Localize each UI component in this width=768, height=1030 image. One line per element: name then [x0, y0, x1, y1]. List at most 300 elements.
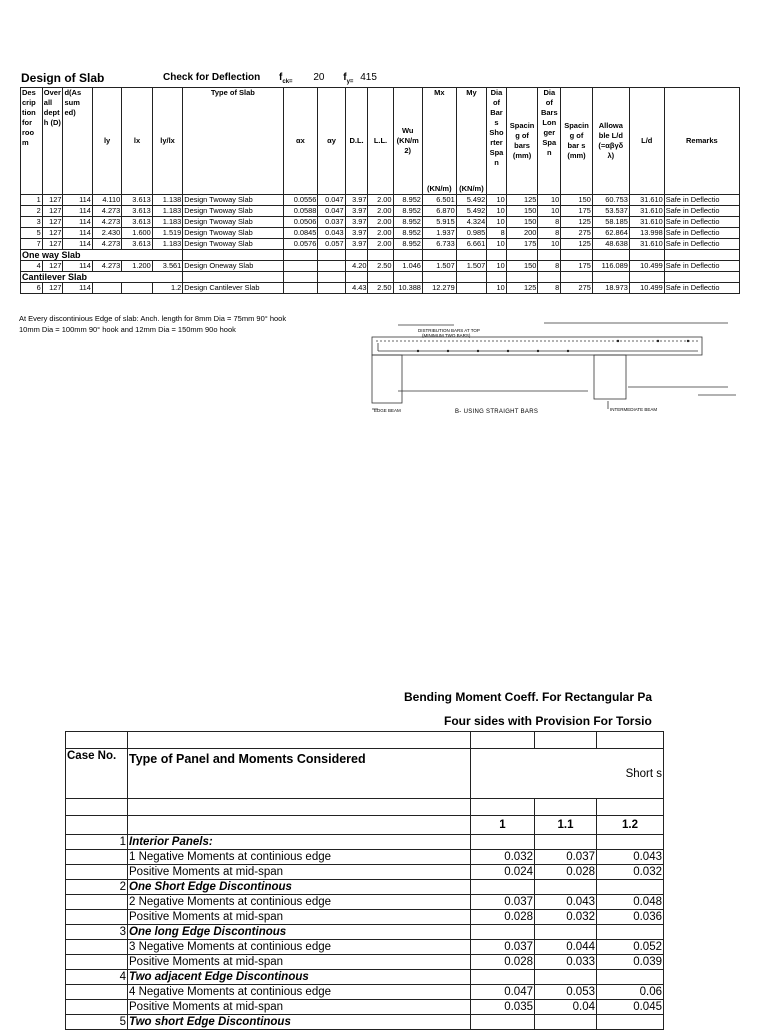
- case-number: [66, 865, 128, 880]
- header-line: Mx: [434, 88, 445, 97]
- cell-ay: 0.043: [318, 228, 345, 239]
- coeff-value: 0.037: [471, 940, 535, 955]
- bm-case-row: [66, 880, 664, 895]
- case-number: [66, 850, 128, 865]
- empty-cell: [592, 272, 629, 283]
- coeff-value: 0.053: [535, 985, 597, 1000]
- cell-dia-short: 10: [487, 217, 507, 228]
- cell-my: 5.492: [456, 206, 487, 217]
- cell-ld: 31.610: [629, 195, 664, 206]
- coeff-value: 0.045: [597, 1000, 664, 1015]
- cell-ll: 2.00: [368, 195, 393, 206]
- moment-label: Positive Moments at mid-span: [128, 865, 471, 880]
- cell-overall: 127: [42, 261, 63, 272]
- figure-intermediate-beam-label: INTERMEDIATE BEAM: [610, 407, 658, 412]
- cell-ay: 0.037: [318, 217, 345, 228]
- cell-type: Design Twoway Slab: [183, 228, 283, 239]
- panel-type-label: Two adjacent Edge Discontinous: [128, 970, 471, 985]
- bm-value-row: [66, 985, 664, 1000]
- cell-ax: 0.0556: [283, 195, 318, 206]
- cell-lx: 3.613: [122, 217, 153, 228]
- header-line: (KN/m): [459, 184, 484, 193]
- cell-ay: [318, 283, 345, 294]
- moment-label: 4 Negative Moments at continious edge: [128, 985, 471, 1000]
- coeff-value: 0.032: [471, 850, 535, 865]
- bm-value-row: [66, 1000, 664, 1015]
- slab-row: [21, 261, 740, 272]
- header-allowable-ld: [592, 88, 629, 195]
- header-line: Wu: [401, 126, 414, 135]
- coeff-value: 0.028: [535, 865, 597, 880]
- cell-ratio: 3.561: [152, 261, 183, 272]
- empty-cell: [664, 250, 739, 261]
- cell-dia-short: 10: [487, 239, 507, 250]
- coeff-value: [471, 880, 535, 895]
- coeff-value: 0.039: [597, 955, 664, 970]
- case-number: [66, 910, 128, 925]
- header-line: Spacin: [509, 121, 535, 130]
- cell-ly: 4.273: [92, 239, 121, 250]
- cell-wu: 8.952: [393, 206, 422, 217]
- cell-dia-long: 8: [538, 217, 561, 228]
- cell-ld: 31.610: [629, 217, 664, 228]
- case-number: 5: [66, 1015, 128, 1030]
- bm-case-row: [66, 925, 664, 940]
- cell-ll: 2.50: [368, 261, 393, 272]
- cell-spacing-long: 175: [561, 206, 593, 217]
- cell-mx: 6.501: [422, 195, 456, 206]
- empty-cell: [318, 272, 345, 283]
- cell-spacing-short: 175: [506, 239, 538, 250]
- header-alpha-y: αy: [318, 88, 345, 195]
- edge-beam-shape: [372, 355, 402, 403]
- empty-cell: [368, 272, 393, 283]
- intermediate-beam-shape: [594, 355, 626, 399]
- bm-value-row: [66, 865, 664, 880]
- cell-d: 114: [63, 217, 92, 228]
- anchor-length-note: [19, 313, 286, 335]
- empty-cell: [538, 272, 561, 283]
- header-d-assumed: [63, 88, 92, 195]
- cell-lx: [122, 283, 153, 294]
- empty-cell: [538, 250, 561, 261]
- cell-ay: [318, 261, 345, 272]
- header-line: Bar: [490, 108, 503, 117]
- empty-cell: [629, 272, 664, 283]
- coeff-value: [535, 835, 597, 850]
- empty-cell: [561, 272, 593, 283]
- slab-row: [21, 239, 740, 250]
- bm-value-row: [66, 940, 664, 955]
- cell-my: 0.985: [456, 228, 487, 239]
- cell-d: 114: [63, 239, 92, 250]
- header-dl: D.L.: [345, 88, 368, 195]
- empty-cell: [664, 272, 739, 283]
- cell-type: Design Twoway Slab: [183, 206, 283, 217]
- anchor-note-line-2: 10mm Dia = 100mm 90° hook and 12mm Dia = 150mm 90o hook: [19, 325, 236, 334]
- cantilever-section-row: [21, 272, 740, 283]
- cell-d: 114: [63, 228, 92, 239]
- header-line: ble L/d: [598, 131, 623, 140]
- empty-cell: [487, 272, 507, 283]
- coeff-value: 0.024: [471, 865, 535, 880]
- header-line: My: [466, 88, 477, 97]
- cell-spacing-long: 150: [561, 195, 593, 206]
- empty-cell: [345, 250, 368, 261]
- coeff-value: [535, 970, 597, 985]
- coeff-value: 0.04: [535, 1000, 597, 1015]
- empty-cell: [393, 250, 422, 261]
- header-line: sum: [64, 98, 80, 107]
- coeff-value: 0.035: [471, 1000, 535, 1015]
- empty-cell: [592, 250, 629, 261]
- cell-ratio: 1.519: [152, 228, 183, 239]
- header-line: Dia: [543, 88, 556, 97]
- header-line: 2): [404, 146, 412, 155]
- cell-dia-short: 8: [487, 228, 507, 239]
- ratio-col-3: 1.2: [597, 816, 664, 835]
- cell-d: 114: [63, 195, 92, 206]
- cell-spacing-short: 125: [506, 283, 538, 294]
- case-number: [66, 955, 128, 970]
- bm-value-row: [66, 955, 664, 970]
- fck-label: $f_{ck=}$: [279, 72, 293, 85]
- coeff-value: 0.028: [471, 910, 535, 925]
- cell-dl: 4.20: [345, 261, 368, 272]
- coeff-value: 0.048: [597, 895, 664, 910]
- empty-cell: [183, 272, 283, 283]
- coeff-value: [597, 835, 664, 850]
- empty-cell: [629, 250, 664, 261]
- figure-edge-beam-label: EDGE BEAM: [374, 408, 401, 413]
- header-alpha-x: αx: [283, 88, 318, 195]
- cell-mx: 12.279: [422, 283, 456, 294]
- coeff-value: 0.043: [535, 895, 597, 910]
- cell-remarks: Safe in Deflectio: [664, 239, 739, 250]
- empty-cell: [368, 250, 393, 261]
- coeff-value: [535, 880, 597, 895]
- header-line: Des: [22, 88, 36, 97]
- moment-label: 2 Negative Moments at continious edge: [128, 895, 471, 910]
- cell-dia-short: 10: [487, 261, 507, 272]
- empty-cell: [283, 250, 318, 261]
- cell-dia-long: 8: [538, 283, 561, 294]
- cell-no: 2: [21, 206, 43, 217]
- slab-design-table: [20, 87, 740, 294]
- empty-cell: [345, 272, 368, 283]
- empty-cell: [422, 272, 456, 283]
- cell-overall: 127: [42, 283, 63, 294]
- cell-spacing-long: 175: [561, 261, 593, 272]
- case-number: 2: [66, 880, 128, 895]
- empty-cell: [422, 250, 456, 261]
- cell-wu: 8.952: [393, 195, 422, 206]
- coeff-value: [535, 1015, 597, 1030]
- cell-spacing-short: 150: [506, 261, 538, 272]
- cell-no: 4: [21, 261, 43, 272]
- cell-spacing-long: 125: [561, 239, 593, 250]
- cell-ax: [283, 261, 318, 272]
- cell-dia-long: 10: [538, 195, 561, 206]
- cell-ll: 2.00: [368, 206, 393, 217]
- cell-dia-short: 10: [487, 206, 507, 217]
- cell-dia-short: 10: [487, 195, 507, 206]
- coeff-value: [471, 1015, 535, 1030]
- cell-remarks: Safe in Deflectio: [664, 261, 739, 272]
- cell-ay: 0.047: [318, 206, 345, 217]
- cell-dl: 4.43: [345, 283, 368, 294]
- cell-ly: 4.110: [92, 195, 121, 206]
- slab-row: [21, 217, 740, 228]
- empty-cell: [506, 250, 538, 261]
- cell-allowable: 116.089: [592, 261, 629, 272]
- cell-dia-long: 10: [538, 239, 561, 250]
- cell-ll: 2.00: [368, 239, 393, 250]
- cell-allowable: 58.185: [592, 217, 629, 228]
- bending-moment-table: [65, 731, 664, 1030]
- cell-mx: 1.507: [422, 261, 456, 272]
- bm-case-row: [66, 970, 664, 985]
- cell-ratio: 1.183: [152, 206, 183, 217]
- cell-ly: 4.273: [92, 261, 121, 272]
- oneway-section-row-label: One way Slab: [21, 250, 183, 261]
- header-line: n: [494, 158, 499, 167]
- cell-type: Design Twoway Slab: [183, 195, 283, 206]
- header-remarks: Remarks: [664, 88, 739, 195]
- moment-label: Positive Moments at mid-span: [128, 910, 471, 925]
- cell-dl: 3.97: [345, 228, 368, 239]
- coeff-value: [597, 970, 664, 985]
- header-line: Spacin: [564, 121, 589, 130]
- cell-ay: 0.057: [318, 239, 345, 250]
- cell-lx: 1.200: [122, 261, 153, 272]
- slab-outline: [372, 337, 702, 355]
- panel-type-label: One Short Edge Discontinous: [128, 880, 471, 895]
- cell-dia-long: 8: [538, 228, 561, 239]
- bm-spacer-row: [66, 799, 664, 816]
- coeff-value: [535, 925, 597, 940]
- header-line: for: [22, 118, 32, 127]
- cell-overall: 127: [42, 217, 63, 228]
- empty-cell: [393, 272, 422, 283]
- cell-no: 7: [21, 239, 43, 250]
- cell-wu: 10.388: [393, 283, 422, 294]
- cell-allowable: 53.537: [592, 206, 629, 217]
- cell-ratio: 1.183: [152, 217, 183, 228]
- slab-row: [21, 206, 740, 217]
- case-number: [66, 895, 128, 910]
- header-line: crip: [22, 98, 36, 107]
- cell-remarks: Safe in Deflectio: [664, 283, 739, 294]
- cell-lx: 3.613: [122, 239, 153, 250]
- coeff-value: [597, 880, 664, 895]
- header-ld: L/d: [629, 88, 664, 195]
- cell-wu: 8.952: [393, 217, 422, 228]
- header-my: [456, 88, 487, 195]
- header-desc: [21, 88, 43, 195]
- header-line: bar s: [567, 141, 586, 150]
- cell-my: 4.324: [456, 217, 487, 228]
- cell-type: Design Cantilever Slab: [183, 283, 283, 294]
- cell-spacing-short: 125: [506, 195, 538, 206]
- slab-row: [21, 283, 740, 294]
- empty-cell: [456, 272, 487, 283]
- header-lx: lx: [122, 88, 153, 195]
- header-line: all: [43, 98, 53, 107]
- fy-value: 415: [360, 72, 377, 83]
- cell-mx: 6.733: [422, 239, 456, 250]
- header-line: roo: [22, 128, 35, 137]
- header-line: ger: [543, 128, 556, 137]
- cell-dia-long: 10: [538, 206, 561, 217]
- coeff-value: 0.032: [597, 865, 664, 880]
- cell-d: 114: [63, 283, 92, 294]
- header-line: Sho: [489, 128, 504, 137]
- cell-overall: 127: [42, 195, 63, 206]
- header-line: Bars: [540, 108, 558, 117]
- header-dia-short: [487, 88, 507, 195]
- cell-spacing-long: 125: [561, 217, 593, 228]
- fy-label: $f_{y=}$: [343, 72, 354, 85]
- coeff-value: 0.032: [535, 910, 597, 925]
- empty-cell: [506, 272, 538, 283]
- cell-ax: 0.0506: [283, 217, 318, 228]
- moment-label: 1 Negative Moments at continious edge: [128, 850, 471, 865]
- cantilever-section-row-label: Cantilever Slab: [21, 272, 183, 283]
- cell-dia-long: 8: [538, 261, 561, 272]
- panel-type-label: Interior Panels:: [128, 835, 471, 850]
- cell-dl: 3.97: [345, 217, 368, 228]
- cell-lx: 3.613: [122, 206, 153, 217]
- cell-ll: 2.00: [368, 217, 393, 228]
- cell-ll: 2.00: [368, 228, 393, 239]
- header-line: (KN/m: [396, 136, 419, 145]
- header-line: h (D): [43, 118, 61, 127]
- cell-type: Design Oneway Slab: [183, 261, 283, 272]
- cell-mx: 1.937: [422, 228, 456, 239]
- cell-wu: 8.952: [393, 228, 422, 239]
- cell-remarks: Safe in Deflectio: [664, 206, 739, 217]
- coeff-value: [597, 1015, 664, 1030]
- empty-cell: [318, 250, 345, 261]
- cell-allowable: 60.753: [592, 195, 629, 206]
- panel-type-header: Type of Panel and Moments Considered: [128, 749, 471, 799]
- cell-no: 3: [21, 217, 43, 228]
- cell-ratio: 1.183: [152, 239, 183, 250]
- cell-ly: 2.430: [92, 228, 121, 239]
- header-overall-depth: [42, 88, 63, 195]
- cell-ax: 0.0845: [283, 228, 318, 239]
- bm-case-row: [66, 1015, 664, 1030]
- cell-mx: 5.915: [422, 217, 456, 228]
- case-no-header: Case No.: [66, 749, 128, 799]
- cell-no: 5: [21, 228, 43, 239]
- cell-lx: 3.613: [122, 195, 153, 206]
- panel-type-label: Two short Edge Discontinous: [128, 1015, 471, 1030]
- case-number: 1: [66, 835, 128, 850]
- cell-dl: 3.97: [345, 239, 368, 250]
- moment-label: Positive Moments at mid-span: [128, 1000, 471, 1015]
- coeff-value: 0.06: [597, 985, 664, 1000]
- cell-ax: 0.0576: [283, 239, 318, 250]
- cell-overall: 127: [42, 228, 63, 239]
- cell-my: 6.661: [456, 239, 487, 250]
- cell-allowable: 62.864: [592, 228, 629, 239]
- reinforcement-detail-figure: [358, 313, 740, 419]
- short-span-header: Short s: [471, 749, 664, 799]
- header-line: of: [492, 98, 501, 107]
- cell-spacing-short: 150: [506, 206, 538, 217]
- header-line: dept: [43, 108, 60, 117]
- cell-overall: 127: [42, 206, 63, 217]
- cell-ratio: 1.2: [152, 283, 183, 294]
- header-line: Dia: [490, 88, 503, 97]
- coeff-value: 0.037: [535, 850, 597, 865]
- cell-ll: 2.50: [368, 283, 393, 294]
- cell-ay: 0.047: [318, 195, 345, 206]
- figure-minimum-text: (MINIMUM TWO BARS): [422, 333, 471, 338]
- cell-ld: 13.998: [629, 228, 664, 239]
- header-line: Lon: [542, 118, 557, 127]
- cell-remarks: Safe in Deflectio: [664, 217, 739, 228]
- slab-section-title: Design of Slab: [21, 71, 105, 85]
- cell-my: 1.507: [456, 261, 487, 272]
- case-number: [66, 940, 128, 955]
- cell-ax: [283, 283, 318, 294]
- cell-ax: 0.0588: [283, 206, 318, 217]
- header-line: g of: [569, 131, 584, 140]
- oneway-section-row: [21, 250, 740, 261]
- cell-no: 1: [21, 195, 43, 206]
- slab-row: [21, 228, 740, 239]
- empty-cell: [456, 250, 487, 261]
- coeff-value: [471, 925, 535, 940]
- cell-type: Design Twoway Slab: [183, 217, 283, 228]
- empty-cell: [487, 250, 507, 261]
- header-line: d(As: [64, 88, 82, 97]
- check-label: Check for Deflection: [163, 72, 261, 83]
- coeff-value: 0.033: [535, 955, 597, 970]
- ratio-col-1: 1: [471, 816, 535, 835]
- coeff-value: 0.037: [471, 895, 535, 910]
- header-line: rter: [490, 138, 503, 147]
- cell-no: 6: [21, 283, 43, 294]
- figure-distribution-text: DISTRIBUTION BARS AT TOP: [418, 328, 480, 333]
- coeff-value: [471, 835, 535, 850]
- header-line: Allowa: [598, 121, 623, 130]
- header-spacing-long: [561, 88, 593, 195]
- cell-dl: 3.97: [345, 195, 368, 206]
- figure-caption: B- USING STRAIGHT BARS: [455, 409, 539, 415]
- cell-allowable: 18.973: [592, 283, 629, 294]
- header-line: of: [545, 98, 553, 107]
- bm-title-line-1: Bending Moment Coeff. For Rectangular Pa: [404, 690, 653, 704]
- cell-ld: 10.499: [629, 261, 664, 272]
- coeff-value: 0.044: [535, 940, 597, 955]
- cell-d: 114: [63, 206, 92, 217]
- empty-cell: [561, 250, 593, 261]
- cell-dia-short: 10: [487, 283, 507, 294]
- coeff-value: 0.052: [597, 940, 664, 955]
- case-number: 3: [66, 925, 128, 940]
- cell-wu: 1.046: [393, 261, 422, 272]
- header-line: (mm): [567, 151, 586, 160]
- coeff-value: 0.028: [471, 955, 535, 970]
- header-line: (KN/m): [427, 184, 452, 193]
- coeff-value: 0.043: [597, 850, 664, 865]
- header-line: g of: [515, 131, 529, 140]
- cell-remarks: Safe in Deflectio: [664, 195, 739, 206]
